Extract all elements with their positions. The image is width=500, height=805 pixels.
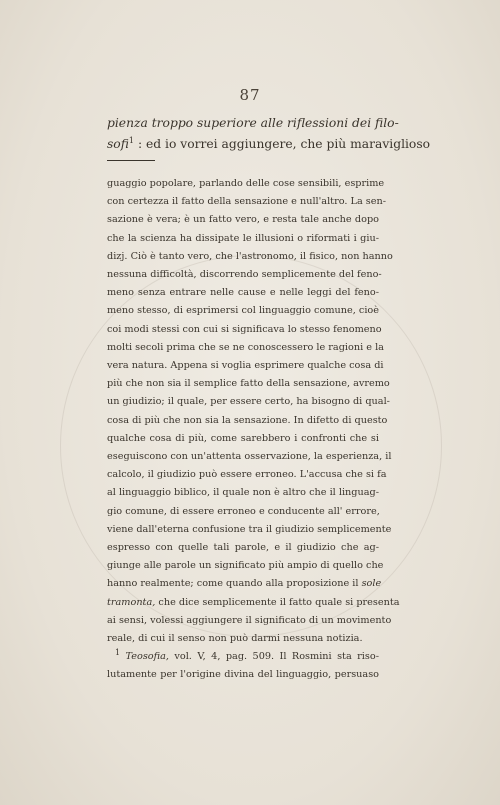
- body-line: un giudizio; il quale, per essere certo, ha bisogno di qual-: [107, 396, 390, 408]
- body-line: espresso con quelle tali parole, e il giudizio che ag-: [107, 542, 379, 554]
- body-line: con certezza il fatto della sensazione e null'altro. La sen-: [107, 196, 387, 208]
- body-line: sazione è vera; è un fatto vero, e resta tale anche dopo: [107, 214, 379, 226]
- top-line-1: pienza troppo superiore alle riflessioni dei filo-: [107, 116, 399, 130]
- body-line: giunge alle parole un significato più ampio di quello che: [107, 560, 384, 572]
- body-line: tramonta, che dice semplicemente il fatto quale si presenta: [107, 596, 400, 608]
- body-line: ai sensi, volessi aggiungere il significato di un movimento: [107, 614, 392, 626]
- body-line: calcolo, il giudizio può essere erroneo. L'accusa che si fa: [107, 469, 387, 481]
- section-divider: [107, 160, 155, 161]
- body-line: reale, di cui il senso non può darmi nessuna notizia.: [107, 633, 363, 645]
- body-line: guaggio popolare, parlando delle cose sensibili, esprime: [107, 178, 385, 189]
- body-line: qualche cosa di più, come sarebbero i confronti che si: [107, 432, 379, 444]
- body-line: al linguaggio biblico, il quale non è altro che il linguag-: [107, 487, 379, 499]
- footnote-ref: 1: [128, 135, 135, 145]
- body-text: [107, 175, 400, 685]
- body-line: più che non sia il semplice fatto della sensazione, avremo: [107, 378, 390, 390]
- body-line: meno stesso, di esprimersi col linguaggio comune, cioè: [107, 305, 379, 317]
- page-number: 87: [239, 86, 261, 104]
- body-line: vera natura. Appena si voglia esprimere qualche cosa di: [107, 360, 384, 372]
- footnote-marker: 1: [115, 648, 121, 658]
- body-line: coi modi stessi con cui si significava lo stesso fenomeno: [107, 323, 382, 335]
- body-line: eseguiscono con un'attenta osservazione, la esperienza, il: [107, 451, 392, 463]
- body-line: dizj. Ciò è tanto vero, che l'astronomo, il fisico, non hanno: [107, 250, 393, 262]
- body-line: che la scienza ha dissipate le illusioni o riformati i giu-: [107, 232, 379, 244]
- body-line: hanno realmente; come quando alla proposizione il sole: [107, 578, 382, 590]
- body-line: molti secoli prima che se ne conoscessero le ragioni e la: [107, 341, 384, 353]
- footnote-line-1: $^1$ Teosofia, vol. V, 4, pag. 509. Il Rosmini sta riso-: [115, 648, 379, 663]
- top-line-2: sofi$^1$ : ed io vorrei aggiungere, che più maraviglioso: [107, 135, 431, 151]
- body-line: meno senza entrare nelle cause e nelle leggi del feno-: [107, 287, 379, 299]
- top-paragraph: [107, 113, 431, 155]
- body-line: viene dall'eterna confusione tra il giudizio semplicemente: [107, 523, 392, 535]
- body-line: cosa di più che non sia la sensazione. In difetto di questo: [107, 414, 388, 426]
- footnote-line-2: lutamente per l'origine divina del linguaggio, persuaso: [107, 669, 379, 681]
- body-line: gio comune, di essere erroneo e conducente all' errore,: [107, 505, 380, 517]
- body-line: nessuna difficoltà, discorrendo semplicemente del feno-: [107, 269, 382, 281]
